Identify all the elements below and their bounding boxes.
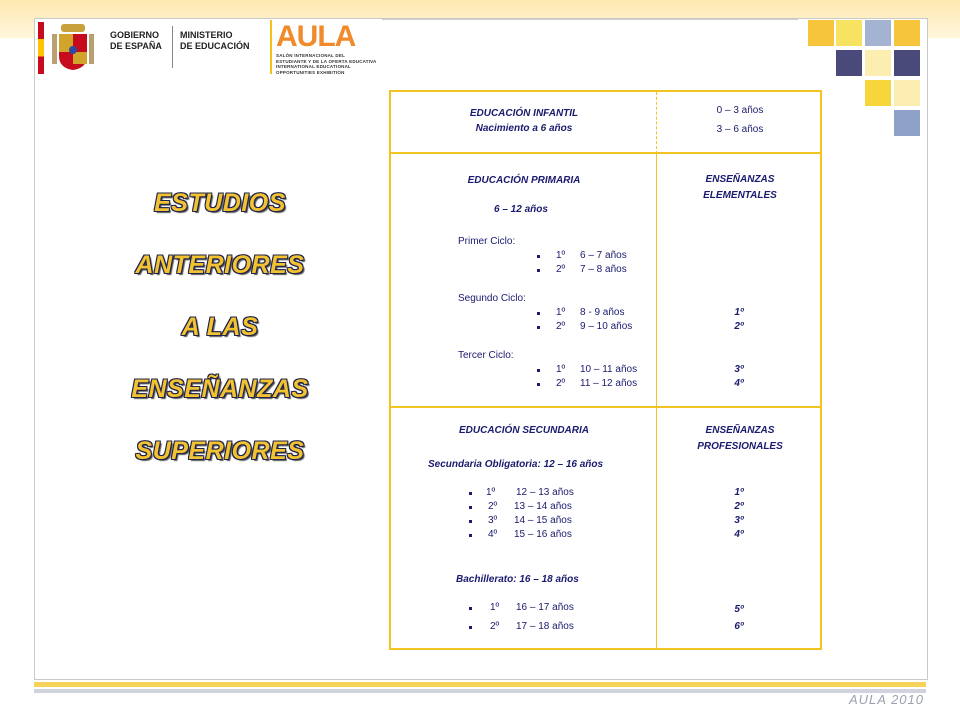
cycle-label: Segundo Ciclo:: [458, 293, 526, 304]
eso-ages: 13 – 14 años: [514, 501, 572, 512]
deco-square: [836, 20, 862, 46]
elemental-level: 4º: [734, 378, 744, 389]
bach-year: 2º: [490, 621, 500, 632]
cycle-ages: 6 – 7 años: [580, 250, 627, 261]
elemental-level: 3º: [734, 364, 744, 375]
elemental-level: 1º: [734, 307, 744, 318]
aula-wordmark-text: AULA: [276, 20, 356, 53]
infantil-range2: 3 – 6 años: [716, 124, 764, 135]
aula-sub1: SALÓN INTERNACIONAL DEL: [276, 53, 346, 58]
deco-square: [865, 20, 891, 46]
bullet-icon: [469, 626, 472, 629]
table-row-divider: [389, 406, 822, 408]
cycle-year: 1º: [556, 364, 566, 375]
deco-square: [808, 20, 834, 46]
deco-square: [894, 50, 920, 76]
gov-line1: GOBIERNO: [110, 30, 160, 40]
eso-year: 2º: [488, 501, 498, 512]
profesional-level: 4º: [734, 529, 744, 540]
bullet-icon: [469, 520, 472, 523]
bullet-icon: [537, 269, 540, 272]
coat-of-arms-icon: [50, 24, 96, 72]
cycle-ages: 8 - 9 años: [580, 307, 625, 318]
bullet-icon: [469, 506, 472, 509]
elemental-level: 2º: [734, 321, 744, 332]
profesional-level: 1º: [734, 487, 744, 498]
bullet-icon: [469, 607, 472, 610]
elementales-title2: ELEMENTALES: [703, 190, 777, 201]
infantil-range1: 0 – 3 años: [716, 105, 764, 116]
gov-line2: DE ESPAÑA: [110, 41, 162, 51]
aula-wordmark: [276, 20, 355, 54]
aula-sub2: ESTUDIANTE Y DE LA OFERTA EDUCATIVA: [276, 58, 377, 64]
cycle-ages: 9 – 10 años: [580, 321, 633, 332]
infantil-title: EDUCACIÓN INFANTIL: [469, 108, 579, 119]
cycle-ages: 7 – 8 años: [580, 264, 627, 275]
aula-sub3: INTERNATIONAL EDUCATIONAL: [276, 64, 351, 69]
eso-year: 4º: [488, 529, 498, 540]
cycle-ages: 11 – 12 años: [580, 378, 638, 389]
footer-bar-yellow: [34, 682, 926, 687]
ministry-line1: MINISTERIO: [180, 30, 233, 40]
table-row-divider: [389, 152, 822, 154]
logo-divider: [172, 26, 173, 68]
deco-square: [836, 50, 862, 76]
header-rule: [382, 19, 798, 20]
bullet-icon: [537, 312, 540, 315]
profesional-level: 5º: [734, 604, 744, 615]
footer-bar-grey: [34, 689, 926, 693]
gobierno-text: [110, 30, 162, 52]
gobierno-logo: [38, 20, 270, 74]
bach-label: Bachillerato: 16 – 18 años: [456, 574, 579, 585]
bach-ages: 17 – 18 años: [516, 621, 574, 632]
elementales-title1: ENSEÑANZAS: [705, 174, 775, 185]
logo-yellow-bar: [270, 20, 272, 74]
deco-square: [865, 80, 891, 106]
profesional-level: 3º: [734, 515, 744, 526]
cycle-label: Tercer Ciclo:: [458, 350, 514, 361]
eso-label: Secundaria Obligatoria: 12 – 16 años: [428, 459, 604, 470]
primaria-subtitle: 6 – 12 años: [494, 204, 548, 215]
deco-square: [894, 20, 920, 46]
heading-line5: SUPERIORES: [135, 437, 305, 465]
heading-line2: ANTERIORES: [135, 251, 305, 279]
eso-year: 3º: [488, 515, 498, 526]
bach-ages: 16 – 17 años: [516, 602, 574, 613]
deco-square: [894, 80, 920, 106]
eso-year: 1º: [486, 487, 496, 498]
deco-square: [894, 110, 920, 136]
bullet-icon: [537, 369, 540, 372]
profesionales-title1: ENSEÑANZAS: [705, 425, 775, 436]
cycle-year: 2º: [556, 378, 566, 389]
profesional-level: 6º: [734, 621, 744, 632]
footer-brand: AULA 2010: [848, 692, 924, 707]
table-column-divider: [656, 154, 657, 648]
deco-square: [865, 50, 891, 76]
cycle-ages: 10 – 11 años: [580, 364, 638, 375]
cycle-year: 2º: [556, 264, 566, 275]
aula-subtitle: [276, 53, 380, 75]
eso-ages: 15 – 16 años: [514, 529, 572, 540]
heading-line3: A LAS: [181, 313, 259, 341]
infantil-subtitle: Nacimiento a 6 años: [475, 123, 573, 134]
heading-line1: ESTUDIOS: [154, 189, 286, 217]
bullet-icon: [537, 326, 540, 329]
footer-bars: [34, 682, 926, 694]
aula-logo: [276, 20, 380, 76]
eso-ages: 14 – 15 años: [514, 515, 572, 526]
bullet-icon: [469, 492, 472, 495]
slide-heading: [96, 172, 344, 482]
bach-year: 1º: [490, 602, 500, 613]
eso-ages: 12 – 13 años: [516, 487, 574, 498]
bullet-icon: [469, 534, 472, 537]
aula-sub4: OPPORTUNITIES EXHIBITION: [276, 69, 345, 75]
ministerio-text: [180, 30, 250, 52]
flag-stripe: [38, 22, 44, 74]
table-column-divider: [656, 92, 658, 154]
ministry-line2: DE EDUCACIÓN: [180, 41, 250, 51]
heading-line4: ENSEÑANZAS: [131, 375, 309, 403]
cycle-year: 1º: [556, 250, 566, 261]
cycle-year: 1º: [556, 307, 566, 318]
cycle-label: Primer Ciclo:: [458, 236, 516, 247]
bullet-icon: [537, 383, 540, 386]
bullet-icon: [537, 255, 540, 258]
profesionales-title2: PROFESIONALES: [697, 441, 783, 452]
profesional-level: 2º: [734, 501, 744, 512]
secundaria-title: EDUCACIÓN SECUNDARIA: [458, 425, 589, 436]
cycle-year: 2º: [556, 321, 566, 332]
primaria-title: EDUCACIÓN PRIMARIA: [467, 175, 581, 186]
